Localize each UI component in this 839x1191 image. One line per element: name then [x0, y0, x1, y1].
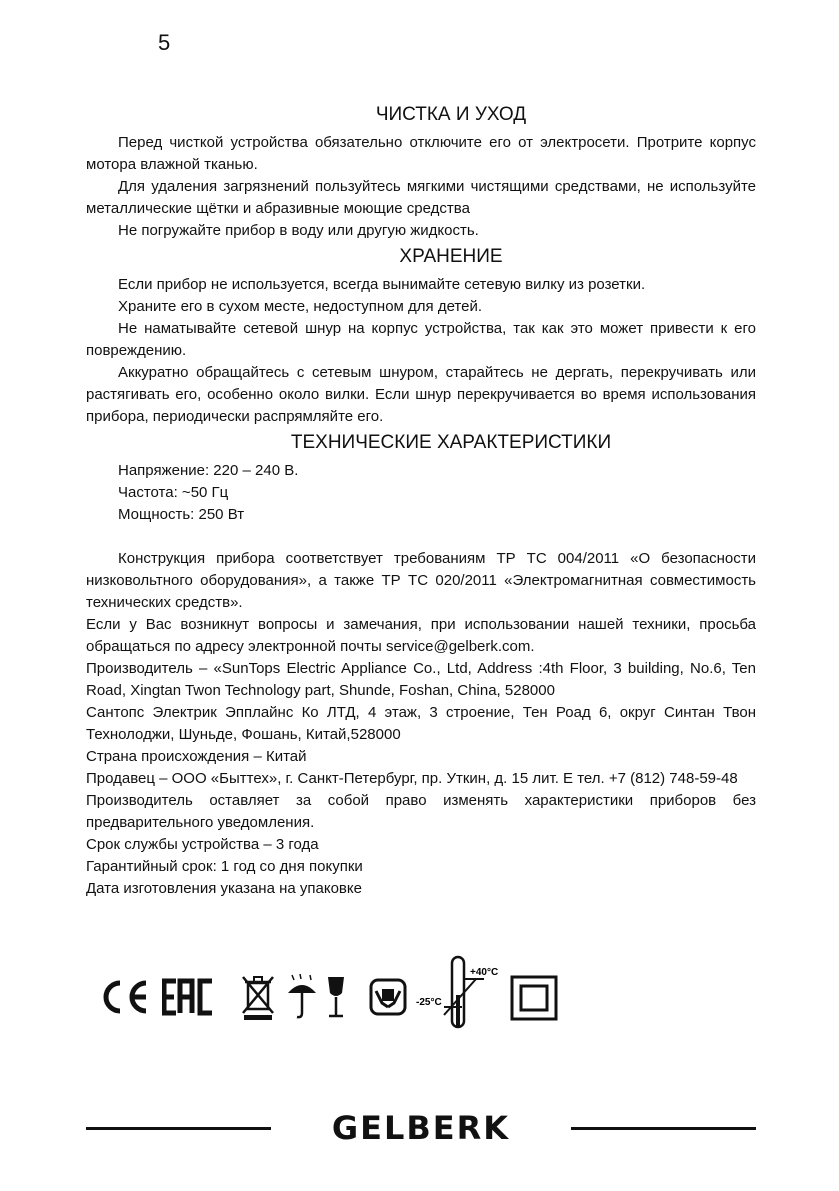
manufacture-date-text: Дата изготовления указана на упаковке	[86, 880, 362, 897]
temperature-range-icon	[414, 955, 502, 1035]
specs-title: ТЕХНИЧЕСКИЕ ХАРАКТЕРИСТИКИ	[290, 432, 612, 453]
storage-paragraph: Аккуратно обращайтесь с сетевым шнуром, старайтесь не дергать, перекручивать или растягивать его, особенно около вилки. Если шнур перекручивается во время использования прибора, периодически распрямляйте его.	[86, 364, 756, 425]
service-life-text: Срок службы устройства – 3 года	[86, 836, 319, 853]
origin-text: Страна происхождения – Китай	[86, 748, 307, 765]
spec-voltage: Напряжение: 220 – 240 В.	[118, 462, 299, 479]
storage-paragraph: Храните его в сухом месте, недоступном для детей.	[118, 298, 483, 315]
cleaning-paragraph: Перед чисткой устройства обязательно отключите его от электросети. Протрите корпус мотора влажной тканью.	[86, 134, 756, 173]
conformity-text: Конструкция прибора соответствует требованиям ТР ТС 004/2011 «О безопасности низковольтного оборудования», а также ТР ТС 020/2011 «Электромагнитная совместимость технических средств».	[86, 550, 756, 611]
warranty-text: Гарантийный срок: 1 год со дня покупки	[86, 858, 363, 875]
cleaning-title: ЧИСТКА И УХОД	[375, 104, 527, 125]
spec-power: Мощность: 250 Вт	[118, 506, 245, 523]
seller-text: Продавец – ООО «Быттех», г. Санкт-Петербург, пр. Уткин, д. 15 лит. Е тел. +7 (812) 748-59-48	[86, 770, 738, 787]
temp-min-label: -25°C	[416, 997, 442, 1008]
weee-bin-icon	[240, 973, 276, 1021]
contact-text: Если у Вас возникнут вопросы и замечания, при использовании нашей техники, просьба обращаться по адресу электронной почты service@gelberk.com.	[86, 616, 756, 655]
manufacturer-ru: Сантопс Электрик Эпплайнс Ко ЛТД, 4 этаж, 3 строение, Тен Роад 6, округ Синтан Твон Технолоджи, Шуньде, Фошань, Китай,528000	[86, 704, 756, 743]
storage-title: ХРАНЕНИЕ	[399, 246, 503, 267]
eac-mark-icon	[162, 977, 216, 1017]
cleaning-paragraph: Не погружайте прибор в воду или другую жидкость.	[118, 222, 479, 239]
footer	[86, 1108, 756, 1148]
footer-rule-left	[86, 1127, 271, 1130]
fragile-icon	[324, 973, 348, 1021]
storage-paragraph: Не наматывайте сетевой шнур на корпус устройства, так как это может привести к его повреждению.	[86, 320, 756, 359]
rights-text: Производитель оставляет за собой право изменять характеристики приборов без предварительного уведомления.	[86, 792, 756, 831]
storage-paragraph: Если прибор не используется, всегда вынимайте сетевую вилку из розетки.	[118, 276, 646, 293]
document-body	[86, 100, 756, 900]
keep-dry-icon	[284, 973, 320, 1021]
certification-marks	[98, 955, 568, 1035]
footer-rule-right	[571, 1127, 756, 1130]
page-number: 5	[158, 30, 171, 55]
manufacturer-en: Производитель – «SunTops Electric Appliance Co., Ltd, Address :4th Floor, 3 building, No.6, Ten Road, Xingtan Twon Technology part, Shunde, Foshan, China, 528000	[86, 660, 756, 699]
double-insulation-icon	[510, 975, 558, 1021]
temp-max-label: +40°C	[470, 967, 499, 978]
handle-with-care-icon	[368, 977, 408, 1017]
ce-mark-icon	[98, 977, 150, 1017]
spec-frequency: Частота: ~50 Гц	[118, 484, 229, 501]
cleaning-paragraph: Для удаления загрязнений пользуйтесь мягкими чистящими средствами, не используйте металлические щётки и абразивные моющие средства	[86, 178, 756, 217]
brand-logo: GELBERK	[331, 1109, 511, 1147]
